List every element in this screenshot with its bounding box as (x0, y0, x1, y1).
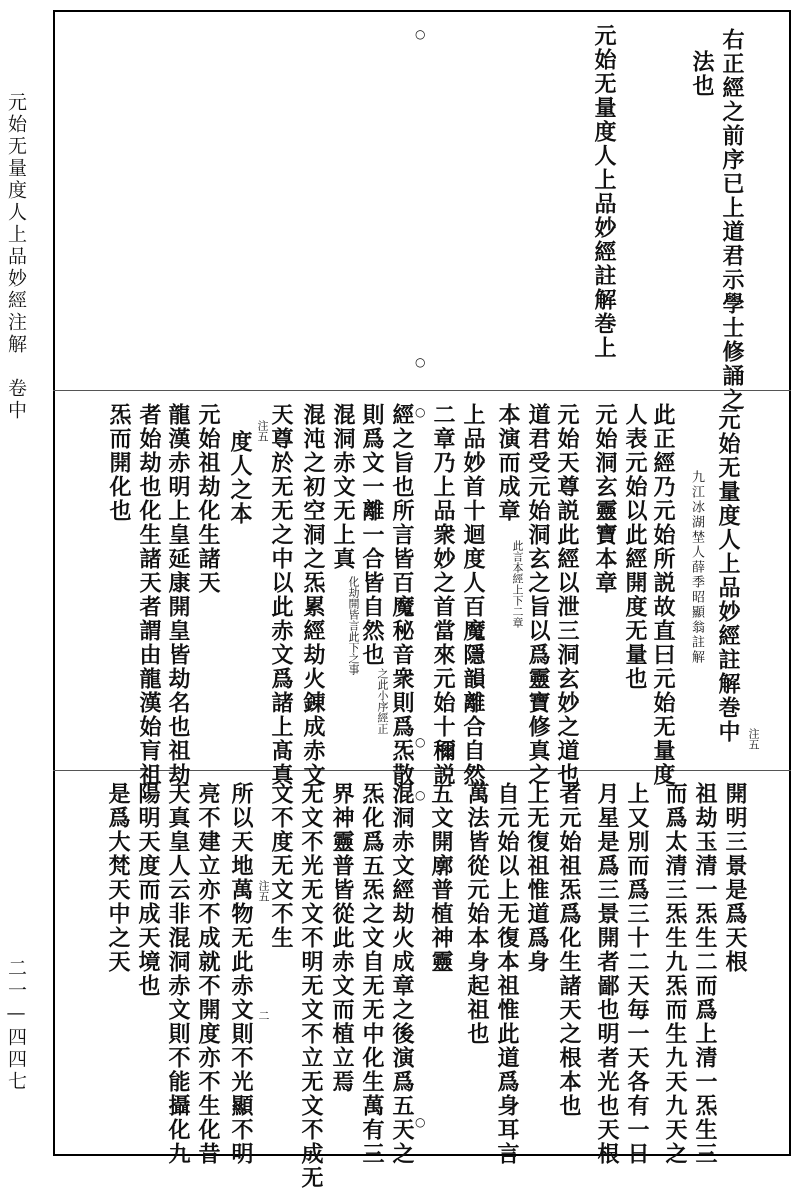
text-column: 道君受元始洞玄之旨以爲靈寶修真之 (525, 403, 551, 787)
text-column: 人表元始以此經開度无量也 (622, 403, 648, 691)
text-column: 本演而成章 (495, 403, 521, 523)
binding-circle-mark: ○ (415, 355, 426, 369)
section-heading: 元始无量度人上品妙經註解巻中 (715, 408, 741, 744)
section-heading: 元始无量度人上品妙經註解巻上 (591, 24, 617, 360)
text-column: 无文不光无文不明无文不立无文不成无 (298, 782, 324, 1190)
text-column: 龍漢赤明上皇延康開皇皆劫名也祖劫 (165, 403, 191, 787)
binding-circle-mark: ○ (415, 405, 426, 419)
text-column: 所以天地萬物无此赤文則不光顯不明 (228, 782, 254, 1166)
text-column: 混洞赤文經劫火成章之後演爲五天之 (389, 782, 415, 1166)
text-column: 上品妙首十迴度人百魔隱韻離合自然 (460, 403, 486, 787)
text-column: 天尊於无无之中以此赤文爲諸上髙真 (268, 403, 294, 787)
text-column: 祖劫玉清一炁生二而爲上清一炁生三 (692, 782, 718, 1166)
text-column: 天真皇人云非混洞赤文則不能攝化九 (165, 782, 191, 1166)
text-column: 萬法皆從元始本身起祖也 (464, 782, 490, 1046)
page-marker: 注五 (256, 420, 269, 442)
binding-circle-mark: ○ (415, 788, 426, 802)
text-column: 混沌之初空洞之炁累經劫火錬成赤文 (300, 403, 326, 787)
text-column: 自元始以上无復本祖惟此道爲身耳言 (494, 782, 520, 1166)
text-column: 而爲太清三炁生九炁而生九天九天之 (662, 782, 688, 1166)
text-column: 此正經乃元始所説故直曰元始无量度 (650, 403, 676, 787)
text-column: 月星是爲三景開者鄙也明者光也天根 (594, 782, 620, 1166)
page-marker: 注五 (257, 880, 270, 902)
side-page-number: 二一—四四七 (5, 958, 27, 1093)
annotation: 此言本經上下二章 (511, 540, 524, 628)
text-column: 法也 (689, 50, 715, 98)
text-column: 炁化爲五炁之文自无无中化生萬有三 (359, 782, 385, 1166)
section-divider-2 (53, 770, 791, 771)
text-column: 開明三景是爲天根 (722, 782, 748, 974)
text-column: 炁而開化也 (106, 403, 132, 523)
binding-circle-mark: ○ (415, 735, 426, 749)
author-line: 九江冰湖埜人薛季昭顯翁註解 (689, 470, 704, 665)
text-column: 度人之本 (227, 430, 253, 526)
text-column: 元始洞玄靈寶本章 (592, 403, 618, 595)
section-divider-1 (53, 390, 791, 391)
text-column: 元始祖劫化生諸天 (195, 403, 221, 595)
binding-circle-mark: ○ (415, 1115, 426, 1129)
text-column: 亮不建立亦不成就不開度亦不生化昔 (195, 782, 221, 1166)
text-column: 五文開廓普植神靈 (428, 782, 454, 974)
text-column: 混洞赤文无上真 (330, 403, 356, 571)
side-title: 元始无量度人上品妙經注解 卷中 (5, 92, 27, 422)
page-marker: 注五 (747, 728, 760, 750)
text-column: 二章乃上品衆妙之首當來元始十穪説 (430, 403, 456, 787)
text-column: 元始天尊説此經以泄三洞玄妙之道也 (554, 403, 580, 787)
text-column: 上无復祖惟道爲身 (524, 782, 550, 974)
annotation: 化劫開皆言此下之事 (347, 576, 360, 675)
text-column: 右正經之前序已上道君示學士修誦之 (719, 28, 745, 412)
page-marker: 二 (257, 1010, 270, 1021)
text-column: 則爲文一離一合皆自然也 (359, 403, 385, 667)
text-column: 陽明天度而成天境也 (135, 782, 161, 998)
text-column: 經之旨也所言皆百魔秘音衆則爲炁散 (389, 403, 415, 787)
text-column: 是爲大梵天中之天 (105, 782, 131, 974)
text-column: 者始劫也化生諸天者謂由龍漢始肓祖 (136, 403, 162, 787)
binding-circle-mark: ○ (415, 27, 426, 41)
text-column: 上又別而爲三十二天毎一天各有一日 (624, 782, 650, 1166)
text-column: 界神靈普皆從此赤文而植立焉 (329, 782, 355, 1094)
annotation: 之此小序經正 (376, 668, 389, 734)
text-column: 文不度无文不生 (268, 782, 294, 950)
text-column: 者元始祖炁爲化生諸天之根本也 (556, 782, 582, 1118)
